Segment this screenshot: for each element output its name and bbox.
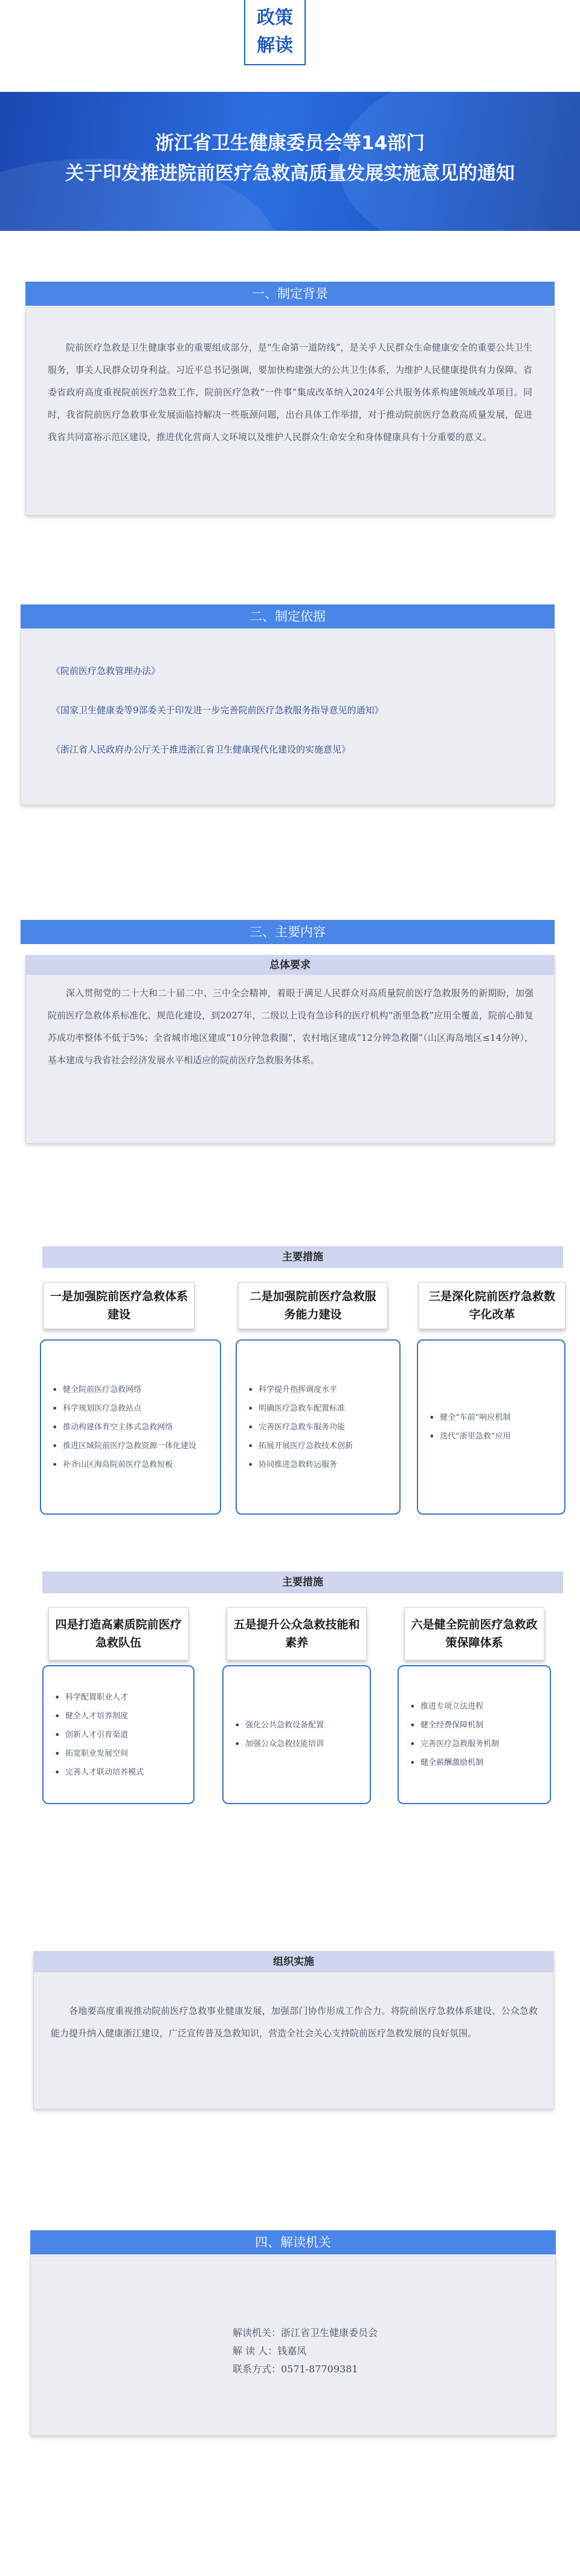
list-item: • 迭代“浙里急救”应用 (429, 1427, 553, 1446)
badge-line-2: 解读 (257, 35, 293, 56)
measure-title-3: 三是深化院前医疗急救数字化改革 (419, 1282, 566, 1329)
agency-panel (30, 2256, 556, 2436)
title-line-1: 浙江省卫生健康委员会等14部门 (155, 132, 425, 154)
list-item: • 完善人才联动培养模式 (54, 1763, 182, 1782)
section-heading-agency: 四、解读机关 (30, 2230, 556, 2254)
main-measures-heading: 主要措施 (42, 1246, 563, 1268)
measure-list-1 (40, 1339, 221, 1515)
measure-title-6: 六是健全院前医疗急救政策保障体系 (404, 1607, 544, 1660)
background-text: 院前医疗急救是卫生健康事业的重要组成部分，是“生命第一道防线”，是关乎人民群众生命健康安全的重要公共卫生服务，事关人民群众切身利益。习近平总书记强调，要加快构建强大的公共卫生体系，为维护人民健康提供有力保障。省委省政府高度重视院前医疗急救工作，院前医疗急救“一件事”集成改革纳入2024年公共服务体系构建领域改革项目。同时，我省院前医疗急救事业发展面临持解决一些瓶颈问题，出台具体工作举措，对于推动院前医疗急救高质量发展，促进我省共同富裕示范区建设，推进优化营商人文环境以及维护人民群众生命安全和身体健康具有十分重要的意义。 (48, 342, 532, 442)
measure-list-6 (398, 1665, 551, 1804)
list-item: • 明确医疗急救车配置标准 (248, 1399, 388, 1418)
policy-interpretation-badge (244, 0, 306, 65)
hero-banner (0, 92, 580, 231)
organization-panel (33, 1951, 554, 2109)
list-item: • 协同推进急救转运服务 (248, 1455, 388, 1474)
badge-line-1: 政策 (257, 7, 293, 28)
document-title (0, 128, 580, 189)
main-measures-heading: 主要措施 (42, 1571, 563, 1593)
list-item: • 科学配置职业人才 (54, 1688, 182, 1707)
list-item: • 完善医疗急救服务机制 (410, 1735, 539, 1753)
list-item: • 推进区域院前医疗急救资源一体化建设 (52, 1437, 209, 1455)
measure-title-2: 二是加强院前医疗急救服务能力建设 (238, 1282, 388, 1329)
background-panel (25, 307, 555, 516)
list-item: • 创新人才引育渠道 (54, 1726, 182, 1744)
agency-name: 解读机关：浙江省卫生健康委员会 (233, 2327, 378, 2338)
list-item: • 完善医疗急救车服务功能 (248, 1418, 388, 1437)
list-item: • 补齐山区海岛院前医疗急救短板 (52, 1455, 209, 1474)
overall-requirements-heading: 总体要求 (26, 956, 554, 975)
interpreter-name: 解 读 人：钱嘉凤 (233, 2345, 307, 2357)
basis-item: 《院前医疗急救管理办法》 (51, 665, 161, 676)
measure-title-5: 五是提升公众急救技能和素养 (227, 1607, 367, 1660)
list-item: • 健全院前医疗急救网络 (52, 1380, 209, 1399)
measure-list-5 (222, 1665, 371, 1804)
list-item: • 健全“车前”响应机制 (429, 1408, 553, 1427)
list-item: • 健全经费保障机制 (410, 1716, 539, 1735)
basis-item: 《浙江省人民政府办公厅关于推进浙江省卫生健康现代化建设的实施意见》 (51, 744, 351, 755)
measure-title-4: 四是打造高素质院前医疗急救队伍 (48, 1607, 188, 1660)
list-item: • 健全人才培养制度 (54, 1707, 182, 1726)
list-item: • 拓宽职业发展空间 (54, 1744, 182, 1763)
measure-list-3 (417, 1339, 566, 1515)
organization-heading: 组织实施 (34, 1952, 553, 1972)
list-item: • 健全薪酬激励机制 (410, 1753, 539, 1772)
measure-list-2 (236, 1339, 401, 1515)
list-item: • 推进专项立法进程 (410, 1697, 539, 1716)
basis-panel (21, 630, 555, 805)
section-heading-background: 一、制定背景 (25, 282, 555, 306)
measure-title-1: 一是加强院前医疗急救体系建设 (44, 1282, 195, 1329)
title-line-2: 关于印发推进院前医疗急救高质量发展实施意见的通知 (65, 163, 515, 184)
list-item: • 加强公众急救技能培训 (234, 1735, 359, 1753)
measure-list-4 (42, 1665, 195, 1804)
overall-requirements-panel (25, 955, 555, 1144)
section-heading-content: 三、主要内容 (21, 920, 555, 944)
contact-phone: 联系方式：0571-87709381 (233, 2363, 358, 2375)
list-item: • 推动构建体育空主体式急救网络 (52, 1418, 209, 1437)
list-item: • 科学规划医疗急救站点 (52, 1399, 209, 1418)
list-item: • 强化公共急救设备配置 (234, 1716, 359, 1735)
list-item: • 科学提升指挥调度水平 (248, 1380, 388, 1399)
organization-text: 各地要高度重视推动院前医疗急救事业健康发展，加强部门协作形成工作合力。将院前医疗急救体系建设、公众急救能力提升纳入健康浙江建设，广泛宣传普及急救知识，营造全社会关心支持院前医疗急救发展的良好氛围。 (51, 2005, 538, 2039)
list-item: • 拓展开展医疗急救技术创新 (248, 1437, 388, 1455)
section-heading-basis: 二、制定依据 (21, 604, 555, 629)
overall-requirements-text: 深入贯彻党的二十大和二十届二中、三中全会精神，着眼于满足人民群众对高质量院前医疗急救服务的新期盼，加强院前医疗急救体系标准化、规范化建设，到2027年，二级以上设有急诊科的医疗机构“浙里急救”应用全覆盖，院前心肺复苏成功率整体不低于5%；全省城市地区建成“10分钟急救圈”，农村地区建成“12分钟急救圈”（山区海岛地区≤14分钟），基本建成与我省社会经济发展水平相适应的院前医疗急救服务体系。 (48, 988, 533, 1066)
basis-item: 《国家卫生健康委等9部委关于印发进一步完善院前医疗急救服务指导意见的通知》 (51, 705, 384, 716)
